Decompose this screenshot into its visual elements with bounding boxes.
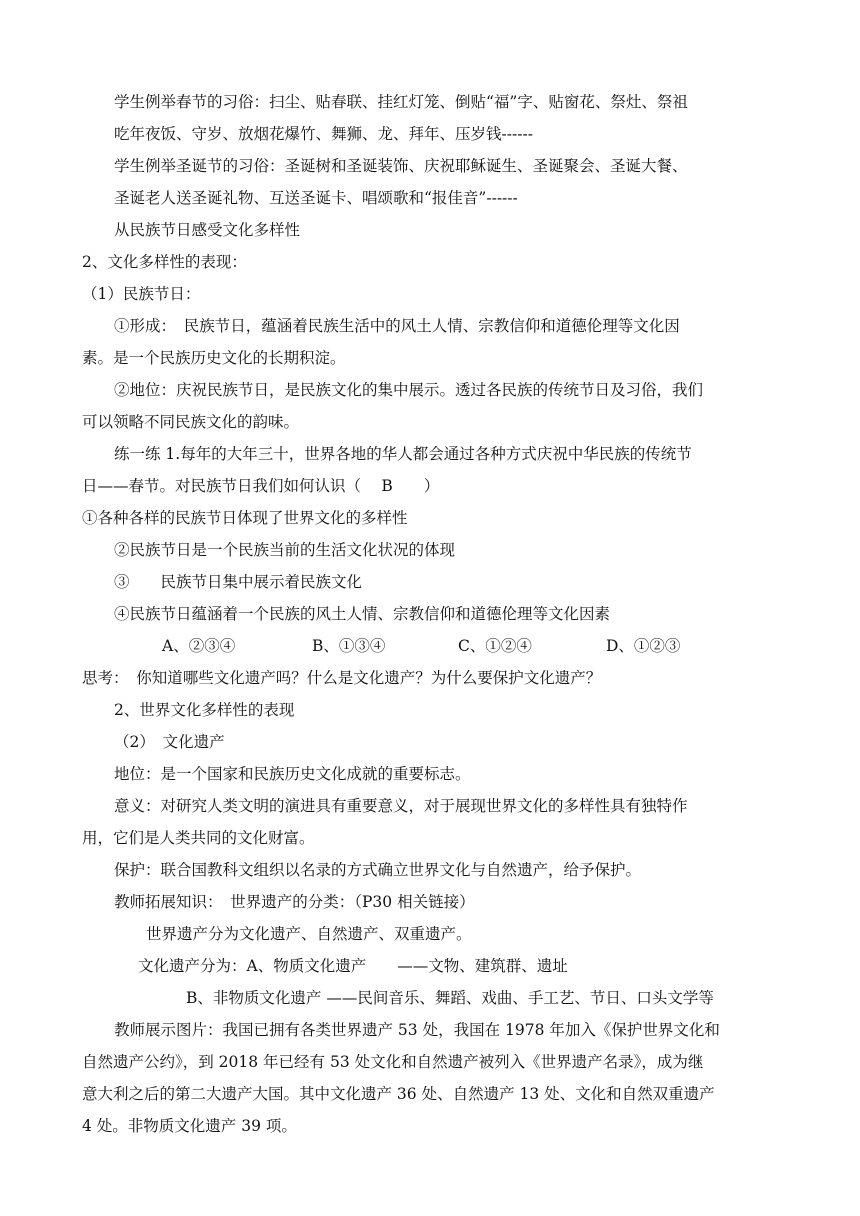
heritage-status: 地位：是一个国家和民族历史文化成就的重要标志。 [114, 765, 471, 783]
exercise-question-line-1: 练一练 1.每年的大年三十，世界各地的华人都会通过各种方式庆祝中华民族的传统节 [114, 445, 692, 463]
subheading-heritage: （2） 文化遗产 [114, 733, 225, 751]
section-heading-diversity: 2、文化多样性的表现： [82, 253, 247, 271]
heritage-classification: 世界遗产分为文化遗产、自然遗产、双重遗产。 [146, 925, 472, 943]
spring-festival-customs-line-2: 吃年夜饭、守岁、放烟花爆竹、舞狮、龙、拜年、压岁钱------ [114, 125, 533, 143]
statement-2: ②民族节日是一个民族当前的生活文化状况的体现 [114, 541, 456, 559]
christmas-customs-line-2: 圣诞老人送圣诞礼物、互送圣诞卡、唱颂歌和“报佳音”------ [114, 189, 518, 207]
status-line-1: ②地位：庆祝民族节日，是民族文化的集中展示。透过各民族的传统节日及习俗，我们 [114, 381, 704, 399]
think-question: 思考： 你知道哪些文化遗产吗？什么是文化遗产？为什么要保护文化遗产？ [82, 669, 602, 687]
statement-3: ③ 民族节日集中展示着民族文化 [114, 573, 363, 591]
formation-line-2: 素。是一个民族历史文化的长期积淀。 [82, 349, 346, 367]
heritage-significance-line-1: 意义：对研究人类文明的演进具有重要意义，对于展现世界文化的多样性具有独特作 [114, 797, 688, 815]
option-b: B、①③④ [312, 637, 386, 655]
statement-1: ①各种各样的民族节日体现了世界文化的多样性 [82, 509, 408, 527]
christmas-customs-line-1: 学生例举圣诞节的习俗：圣诞树和圣诞装饰、庆祝耶稣诞生、圣诞聚会、圣诞大餐、 [114, 157, 688, 175]
statement-4: ④民族节日蕴涵着一个民族的风土人情、宗教信仰和道德伦理等文化因素 [114, 605, 611, 623]
formation-line-1: ①形成： 民族节日，蕴涵着民族生活中的风土人情、宗教信仰和道德伦理等文化因 [114, 317, 680, 335]
option-d: D、①②③ [606, 637, 681, 655]
teacher-images-line-1: 教师展示图片：我国已拥有各类世界遗产 53 处，我国在 1978 年加入《保护世界文化和 [114, 1021, 720, 1039]
exercise-question-line-2: 日——春节。对民族节日我们如何认识（ B ） [82, 477, 440, 495]
teacher-images-line-2: 自然遗产公约》，到 2018 年已经有 53 处文化和自然遗产被列入《世界遗产名录》，成为继 [82, 1053, 704, 1071]
festival-diversity-line: 从民族节日感受文化多样性 [114, 221, 301, 239]
heritage-protection: 保护：联合国教科文组织以名录的方式确立世界文化与自然遗产，给予保护。 [114, 861, 642, 879]
section-heading-world-diversity: 2、世界文化多样性的表现 [114, 701, 295, 719]
teacher-images-line-4: 4 处。非物质文化遗产 39 项。 [82, 1117, 297, 1135]
option-c: C、①②④ [458, 637, 532, 655]
subheading-festivals: （1）民族节日： [82, 285, 201, 303]
cultural-heritage-types-b: B、非物质文化遗产 ——民间音乐、舞蹈、戏曲、手工艺、节日、口头文学等 [186, 989, 714, 1007]
cultural-heritage-types-a: 文化遗产分为：A、物质文化遗产 ——文物、建筑群、遗址 [138, 957, 568, 975]
status-line-2: 可以领略不同民族文化的韵味。 [82, 413, 300, 431]
teacher-images-line-3: 意大利之后的第二大遗产大国。其中文化遗产 36 处、自然遗产 13 处、文化和自然双重遗产 [82, 1085, 715, 1103]
heritage-significance-line-2: 用，它们是人类共同的文化财富。 [82, 829, 315, 847]
option-a: A、②③④ [162, 637, 236, 655]
teacher-extension: 教师拓展知识： 世界遗产的分类：（P30 相关链接） [114, 893, 475, 911]
spring-festival-customs-line-1: 学生例举春节的习俗：扫尘、贴春联、挂红灯笼、倒贴“福”字、贴窗花、祭灶、祭祖 [114, 93, 688, 111]
